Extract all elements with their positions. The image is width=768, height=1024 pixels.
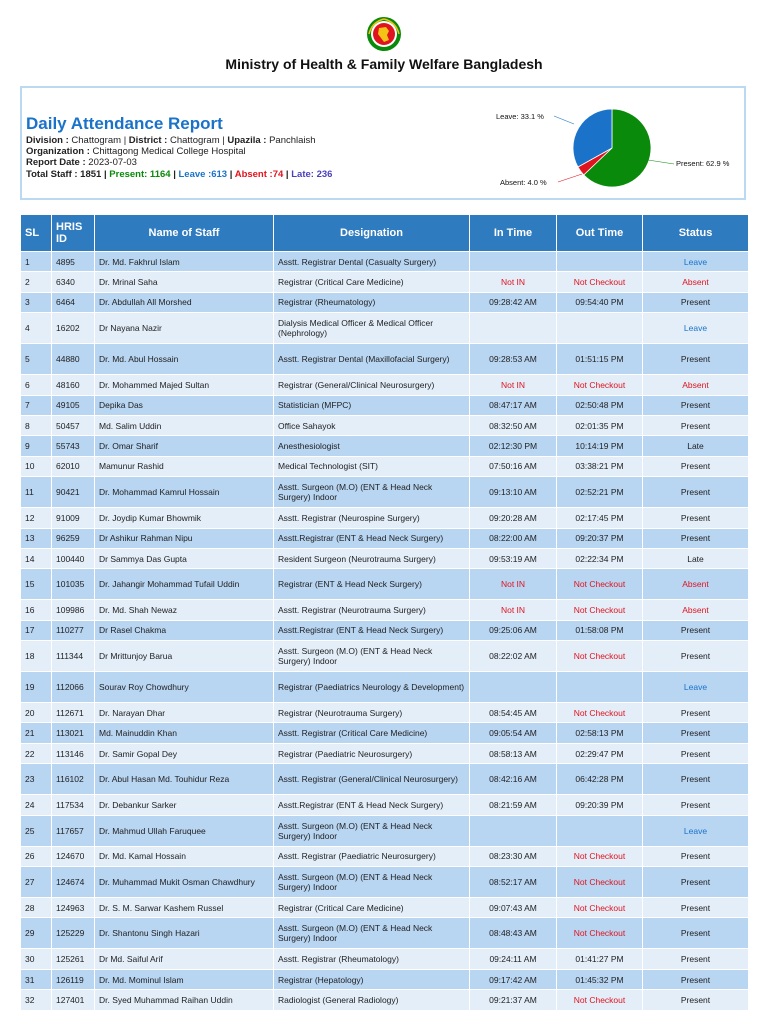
sl-cell: 21 xyxy=(21,723,52,743)
designation-cell: Asstt.Registrar (ENT & Head Neck Surgery) xyxy=(274,620,470,640)
staff-name-cell: Dr. Md. Abul Hossain xyxy=(95,344,274,375)
table-row xyxy=(21,949,749,969)
designation-cell: Asstt. Registrar (Neurospine Surgery) xyxy=(274,508,470,528)
column-header-sl: SL xyxy=(21,215,52,252)
table-row xyxy=(21,375,749,395)
staff-name-cell: Dr. Jahangir Mohammad Tufail Uddin xyxy=(95,569,274,600)
out-time-cell: Not Checkout xyxy=(557,703,643,723)
in-time-cell: 08:54:45 AM xyxy=(470,703,557,723)
sl-cell: 23 xyxy=(21,764,52,795)
in-time-cell: 09:17:42 AM xyxy=(470,969,557,989)
in-time-cell: 09:05:54 AM xyxy=(470,723,557,743)
in-time-cell: 02:12:30 PM xyxy=(470,436,557,456)
table-row xyxy=(21,436,749,456)
hris-id-cell: 48160 xyxy=(52,375,95,395)
designation-cell: Registrar (Hepatology) xyxy=(274,969,470,989)
out-time-cell: 02:01:35 PM xyxy=(557,415,643,435)
staff-name-cell: Depika Das xyxy=(95,395,274,415)
out-time-cell: 02:17:45 PM xyxy=(557,508,643,528)
designation-cell: Asstt. Surgeon (M.O) (ENT & Head Neck Surgery) Indoor xyxy=(274,867,470,898)
in-time-cell: Not IN xyxy=(470,272,557,292)
designation-cell: Asstt. Registrar (Critical Care Medicine) xyxy=(274,723,470,743)
table-row xyxy=(21,548,749,568)
designation-cell: Registrar (ENT & Head Neck Surgery) xyxy=(274,569,470,600)
designation-cell: Medical Technologist (SIT) xyxy=(274,456,470,476)
column-header-status: Status xyxy=(643,215,749,252)
sl-cell: 20 xyxy=(21,703,52,723)
in-time-cell: Not IN xyxy=(470,569,557,600)
hris-id-cell: 100440 xyxy=(52,548,95,568)
sl-cell: 1 xyxy=(21,252,52,272)
table-row xyxy=(21,252,749,272)
hris-id-cell: 113021 xyxy=(52,723,95,743)
in-time-cell: 09:28:53 AM xyxy=(470,344,557,375)
attendance-table xyxy=(20,214,749,1011)
hris-id-cell: 49105 xyxy=(52,395,95,415)
out-time-cell: 01:51:15 PM xyxy=(557,344,643,375)
staff-name-cell: Dr. Mohammad Kamrul Hossain xyxy=(95,477,274,508)
status-cell: Present xyxy=(643,641,749,672)
status-cell: Present xyxy=(643,918,749,949)
out-time-cell: 02:52:21 PM xyxy=(557,477,643,508)
hris-id-cell: 124963 xyxy=(52,898,95,918)
status-cell: Present xyxy=(643,477,749,508)
out-time-cell: 02:50:48 PM xyxy=(557,395,643,415)
hris-id-cell: 16202 xyxy=(52,313,95,344)
designation-cell: Registrar (Paediatric Neurosurgery) xyxy=(274,743,470,763)
hris-id-cell: 96259 xyxy=(52,528,95,548)
staff-name-cell: Dr. Joydip Kumar Bhowmik xyxy=(95,508,274,528)
hris-id-cell: 90421 xyxy=(52,477,95,508)
sl-cell: 12 xyxy=(21,508,52,528)
out-time-cell: Not Checkout xyxy=(557,600,643,620)
sl-cell: 9 xyxy=(21,436,52,456)
designation-cell: Asstt.Registrar (ENT & Head Neck Surgery) xyxy=(274,528,470,548)
table-row xyxy=(21,703,749,723)
sl-cell: 28 xyxy=(21,898,52,918)
out-time-cell: Not Checkout xyxy=(557,867,643,898)
column-header-designation: Designation xyxy=(274,215,470,252)
column-header-hris-id: HRIS ID xyxy=(52,215,95,252)
in-time-cell: 08:21:59 AM xyxy=(470,795,557,815)
in-time-cell xyxy=(470,313,557,344)
table-row xyxy=(21,600,749,620)
sl-cell: 18 xyxy=(21,641,52,672)
status-cell: Absent xyxy=(643,600,749,620)
sl-cell: 2 xyxy=(21,272,52,292)
sl-cell: 6 xyxy=(21,375,52,395)
out-time-cell: Not Checkout xyxy=(557,846,643,866)
status-cell: Absent xyxy=(643,569,749,600)
status-cell: Present xyxy=(643,456,749,476)
staff-name-cell: Dr. Samir Gopal Dey xyxy=(95,743,274,763)
in-time-cell: 08:23:30 AM xyxy=(470,846,557,866)
status-cell: Late xyxy=(643,436,749,456)
table-row xyxy=(21,569,749,600)
designation-cell: Resident Surgeon (Neurotrauma Surgery) xyxy=(274,548,470,568)
in-time-cell: 08:47:17 AM xyxy=(470,395,557,415)
hris-id-cell: 116102 xyxy=(52,764,95,795)
staff-name-cell: Dr. Md. Fakhrul Islam xyxy=(95,252,274,272)
designation-cell: Registrar (Paediatrics Neurology & Development) xyxy=(274,672,470,703)
hris-id-cell: 101035 xyxy=(52,569,95,600)
designation-cell: Asstt. Surgeon (M.O) (ENT & Head Neck Surgery) Indoor xyxy=(274,918,470,949)
in-time-cell: 09:28:42 AM xyxy=(470,292,557,312)
status-cell: Present xyxy=(643,867,749,898)
in-time-cell: 09:25:06 AM xyxy=(470,620,557,640)
hris-id-cell: 117657 xyxy=(52,815,95,846)
table-row xyxy=(21,867,749,898)
pie-label-leave: Leave: 33.1 % xyxy=(496,112,544,121)
sl-cell: 32 xyxy=(21,990,52,1010)
hris-id-cell: 44880 xyxy=(52,344,95,375)
status-cell: Leave xyxy=(643,672,749,703)
sl-cell: 8 xyxy=(21,415,52,435)
staff-name-cell: Dr Mrittunjoy Barua xyxy=(95,641,274,672)
out-time-cell: Not Checkout xyxy=(557,375,643,395)
in-time-cell xyxy=(470,252,557,272)
status-cell: Absent xyxy=(643,375,749,395)
out-time-cell: 02:29:47 PM xyxy=(557,743,643,763)
hris-id-cell: 125261 xyxy=(52,949,95,969)
designation-cell: Registrar (Critical Care Medicine) xyxy=(274,898,470,918)
hris-id-cell: 125229 xyxy=(52,918,95,949)
status-cell: Absent xyxy=(643,272,749,292)
designation-cell: Registrar (Neurotrauma Surgery) xyxy=(274,703,470,723)
status-cell: Present xyxy=(643,344,749,375)
in-time-cell: 09:21:37 AM xyxy=(470,990,557,1010)
table-row xyxy=(21,272,749,292)
report-date-line: Report Date : 2023-07-03 xyxy=(26,157,137,168)
sl-cell: 24 xyxy=(21,795,52,815)
staff-name-cell: Dr. Shantonu Singh Hazari xyxy=(95,918,274,949)
out-time-cell: Not Checkout xyxy=(557,569,643,600)
designation-cell: Office Sahayok xyxy=(274,415,470,435)
table-row xyxy=(21,672,749,703)
out-time-cell: 02:22:34 PM xyxy=(557,548,643,568)
table-row xyxy=(21,508,749,528)
out-time-cell: 10:14:19 PM xyxy=(557,436,643,456)
staff-name-cell: Md. Mainuddin Khan xyxy=(95,723,274,743)
government-seal-logo xyxy=(366,16,402,52)
out-time-cell: Not Checkout xyxy=(557,898,643,918)
status-cell: Present xyxy=(643,703,749,723)
staff-name-cell: Dr. Md. Kamal Hossain xyxy=(95,846,274,866)
out-time-cell xyxy=(557,672,643,703)
table-row xyxy=(21,743,749,763)
staff-name-cell: Dr Rasel Chakma xyxy=(95,620,274,640)
in-time-cell: 09:20:28 AM xyxy=(470,508,557,528)
status-cell: Late xyxy=(643,548,749,568)
hris-id-cell: 62010 xyxy=(52,456,95,476)
status-cell: Present xyxy=(643,415,749,435)
hris-id-cell: 111344 xyxy=(52,641,95,672)
table-row xyxy=(21,846,749,866)
staff-name-cell: Dr. Md. Shah Newaz xyxy=(95,600,274,620)
out-time-cell: 09:20:37 PM xyxy=(557,528,643,548)
status-cell: Leave xyxy=(643,815,749,846)
sl-cell: 3 xyxy=(21,292,52,312)
out-time-cell: Not Checkout xyxy=(557,918,643,949)
table-row xyxy=(21,723,749,743)
in-time-cell: Not IN xyxy=(470,600,557,620)
status-cell: Present xyxy=(643,949,749,969)
status-cell: Present xyxy=(643,990,749,1010)
staff-name-cell: Dr. Mohammed Majed Sultan xyxy=(95,375,274,395)
status-cell: Present xyxy=(643,846,749,866)
out-time-cell: 01:58:08 PM xyxy=(557,620,643,640)
table-row xyxy=(21,415,749,435)
staff-name-cell: Dr Md. Saiful Arif xyxy=(95,949,274,969)
sl-cell: 7 xyxy=(21,395,52,415)
status-cell: Present xyxy=(643,898,749,918)
table-row xyxy=(21,477,749,508)
table-row xyxy=(21,815,749,846)
hris-id-cell: 50457 xyxy=(52,415,95,435)
out-time-cell: 03:38:21 PM xyxy=(557,456,643,476)
designation-cell: Registrar (Rheumatology) xyxy=(274,292,470,312)
out-time-cell: 09:54:40 PM xyxy=(557,292,643,312)
out-time-cell xyxy=(557,313,643,344)
hris-id-cell: 6340 xyxy=(52,272,95,292)
out-time-cell: 01:45:32 PM xyxy=(557,969,643,989)
hris-id-cell: 55743 xyxy=(52,436,95,456)
staff-name-cell: Dr Sammya Das Gupta xyxy=(95,548,274,568)
sl-cell: 15 xyxy=(21,569,52,600)
in-time-cell: Not IN xyxy=(470,375,557,395)
status-cell: Leave xyxy=(643,252,749,272)
hris-id-cell: 110277 xyxy=(52,620,95,640)
table-row xyxy=(21,292,749,312)
staff-name-cell: Dr. Mrinal Saha xyxy=(95,272,274,292)
status-cell: Present xyxy=(643,764,749,795)
column-header-name-of-staff: Name of Staff xyxy=(95,215,274,252)
status-cell: Present xyxy=(643,620,749,640)
staff-name-cell: Dr. Narayan Dhar xyxy=(95,703,274,723)
table-row xyxy=(21,395,749,415)
sl-cell: 19 xyxy=(21,672,52,703)
staff-name-cell: Md. Salim Uddin xyxy=(95,415,274,435)
in-time-cell: 09:53:19 AM xyxy=(470,548,557,568)
designation-cell: Anesthesiologist xyxy=(274,436,470,456)
in-time-cell: 08:32:50 AM xyxy=(470,415,557,435)
sl-cell: 30 xyxy=(21,949,52,969)
table-row xyxy=(21,456,749,476)
staff-name-cell: Dr. Syed Muhammad Raihan Uddin xyxy=(95,990,274,1010)
out-time-cell xyxy=(557,815,643,846)
hris-id-cell: 91009 xyxy=(52,508,95,528)
hris-id-cell: 124674 xyxy=(52,867,95,898)
staff-name-cell: Dr. Mahmud Ullah Faruquee xyxy=(95,815,274,846)
sl-cell: 27 xyxy=(21,867,52,898)
table-row xyxy=(21,898,749,918)
in-time-cell: 08:58:13 AM xyxy=(470,743,557,763)
sl-cell: 11 xyxy=(21,477,52,508)
attendance-pie-chart xyxy=(442,94,742,194)
pie-label-absent: Absent: 4.0 % xyxy=(500,178,547,187)
designation-cell: Dialysis Medical Officer & Medical Officer (Nephrology) xyxy=(274,313,470,344)
table-row xyxy=(21,344,749,375)
hris-id-cell: 113146 xyxy=(52,743,95,763)
out-time-cell: Not Checkout xyxy=(557,990,643,1010)
hris-id-cell: 112066 xyxy=(52,672,95,703)
designation-cell: Statistician (MFPC) xyxy=(274,395,470,415)
designation-cell: Registrar (General/Clinical Neurosurgery) xyxy=(274,375,470,395)
sl-cell: 25 xyxy=(21,815,52,846)
status-cell: Present xyxy=(643,292,749,312)
table-row xyxy=(21,641,749,672)
designation-cell: Asstt. Registrar Dental (Maxillofacial Surgery) xyxy=(274,344,470,375)
table-row xyxy=(21,313,749,344)
staff-name-cell: Dr. Muhammad Mukit Osman Chawdhury xyxy=(95,867,274,898)
staff-name-cell: Dr. Md. Mominul Islam xyxy=(95,969,274,989)
in-time-cell xyxy=(470,672,557,703)
sl-cell: 26 xyxy=(21,846,52,866)
out-time-cell xyxy=(557,252,643,272)
sl-cell: 16 xyxy=(21,600,52,620)
staff-name-cell: Dr Ashikur Rahman Nipu xyxy=(95,528,274,548)
in-time-cell: 08:52:17 AM xyxy=(470,867,557,898)
ministry-title: Ministry of Health & Family Welfare Bangladesh xyxy=(225,56,543,72)
in-time-cell: 08:22:02 AM xyxy=(470,641,557,672)
out-time-cell: 09:20:39 PM xyxy=(557,795,643,815)
hris-id-cell: 112671 xyxy=(52,703,95,723)
table-row xyxy=(21,528,749,548)
status-cell: Leave xyxy=(643,313,749,344)
table-row xyxy=(21,969,749,989)
designation-cell: Asstt. Surgeon (M.O) (ENT & Head Neck Surgery) Indoor xyxy=(274,815,470,846)
staff-name-cell: Dr. Abdullah All Morshed xyxy=(95,292,274,312)
staff-name-cell: Mamunur Rashid xyxy=(95,456,274,476)
sl-cell: 4 xyxy=(21,313,52,344)
out-time-cell: Not Checkout xyxy=(557,272,643,292)
column-header-in-time: In Time xyxy=(470,215,557,252)
organization-line: Organization : Chittagong Medical College Hospital xyxy=(26,146,246,157)
staff-totals-line: Total Staff : 1851 | Present: 1164 | Leave :613 | Absent :74 | Late: 236 xyxy=(26,169,333,180)
hris-id-cell: 127401 xyxy=(52,990,95,1010)
hris-id-cell: 6464 xyxy=(52,292,95,312)
designation-cell: Asstt. Registrar (Neurotrauma Surgery) xyxy=(274,600,470,620)
staff-name-cell: Dr. Omar Sharif xyxy=(95,436,274,456)
hris-id-cell: 109986 xyxy=(52,600,95,620)
table-row xyxy=(21,918,749,949)
table-row xyxy=(21,764,749,795)
status-cell: Present xyxy=(643,723,749,743)
out-time-cell: 02:58:13 PM xyxy=(557,723,643,743)
sl-cell: 31 xyxy=(21,969,52,989)
in-time-cell xyxy=(470,815,557,846)
in-time-cell: 08:22:00 AM xyxy=(470,528,557,548)
sl-cell: 13 xyxy=(21,528,52,548)
staff-name-cell: Dr. Debankur Sarker xyxy=(95,795,274,815)
table-row xyxy=(21,795,749,815)
designation-cell: Asstt. Registrar (Rheumatology) xyxy=(274,949,470,969)
staff-name-cell: Sourav Roy Chowdhury xyxy=(95,672,274,703)
report-summary-box xyxy=(20,86,746,200)
table-row xyxy=(21,620,749,640)
status-cell: Present xyxy=(643,528,749,548)
out-time-cell: Not Checkout xyxy=(557,641,643,672)
designation-cell: Asstt. Registrar (General/Clinical Neurosurgery) xyxy=(274,764,470,795)
staff-name-cell: Dr Nayana Nazir xyxy=(95,313,274,344)
in-time-cell: 09:24:11 AM xyxy=(470,949,557,969)
designation-cell: Asstt. Surgeon (M.O) (ENT & Head Neck Surgery) Indoor xyxy=(274,641,470,672)
in-time-cell: 08:42:16 AM xyxy=(470,764,557,795)
status-cell: Present xyxy=(643,395,749,415)
sl-cell: 5 xyxy=(21,344,52,375)
location-line: Division : Chattogram | District : Chattogram | Upazila : Panchlaish xyxy=(26,135,316,146)
designation-cell: Asstt. Surgeon (M.O) (ENT & Head Neck Surgery) Indoor xyxy=(274,477,470,508)
sl-cell: 29 xyxy=(21,918,52,949)
staff-name-cell: Dr. S. M. Sarwar Kashem Russel xyxy=(95,898,274,918)
in-time-cell: 07:50:16 AM xyxy=(470,456,557,476)
in-time-cell: 09:07:43 AM xyxy=(470,898,557,918)
hris-id-cell: 4895 xyxy=(52,252,95,272)
pie-label-present: Present: 62.9 % xyxy=(676,159,730,168)
sl-cell: 14 xyxy=(21,548,52,568)
designation-cell: Registrar (Critical Care Medicine) xyxy=(274,272,470,292)
in-time-cell: 09:13:10 AM xyxy=(470,477,557,508)
designation-cell: Asstt. Registrar (Paediatric Neurosurgery) xyxy=(274,846,470,866)
designation-cell: Asstt. Registrar Dental (Casualty Surgery) xyxy=(274,252,470,272)
out-time-cell: 01:41:27 PM xyxy=(557,949,643,969)
report-title: Daily Attendance Report xyxy=(26,114,223,133)
status-cell: Present xyxy=(643,795,749,815)
sl-cell: 10 xyxy=(21,456,52,476)
staff-name-cell: Dr. Abul Hasan Md. Touhidur Reza xyxy=(95,764,274,795)
status-cell: Present xyxy=(643,508,749,528)
hris-id-cell: 117534 xyxy=(52,795,95,815)
status-cell: Present xyxy=(643,969,749,989)
sl-cell: 17 xyxy=(21,620,52,640)
status-cell: Present xyxy=(643,743,749,763)
table-row xyxy=(21,990,749,1010)
designation-cell: Radiologist (General Radiology) xyxy=(274,990,470,1010)
in-time-cell: 08:48:43 AM xyxy=(470,918,557,949)
column-header-out-time: Out Time xyxy=(557,215,643,252)
sl-cell: 22 xyxy=(21,743,52,763)
out-time-cell: 06:42:28 PM xyxy=(557,764,643,795)
hris-id-cell: 126119 xyxy=(52,969,95,989)
hris-id-cell: 124670 xyxy=(52,846,95,866)
designation-cell: Asstt.Registrar (ENT & Head Neck Surgery) xyxy=(274,795,470,815)
